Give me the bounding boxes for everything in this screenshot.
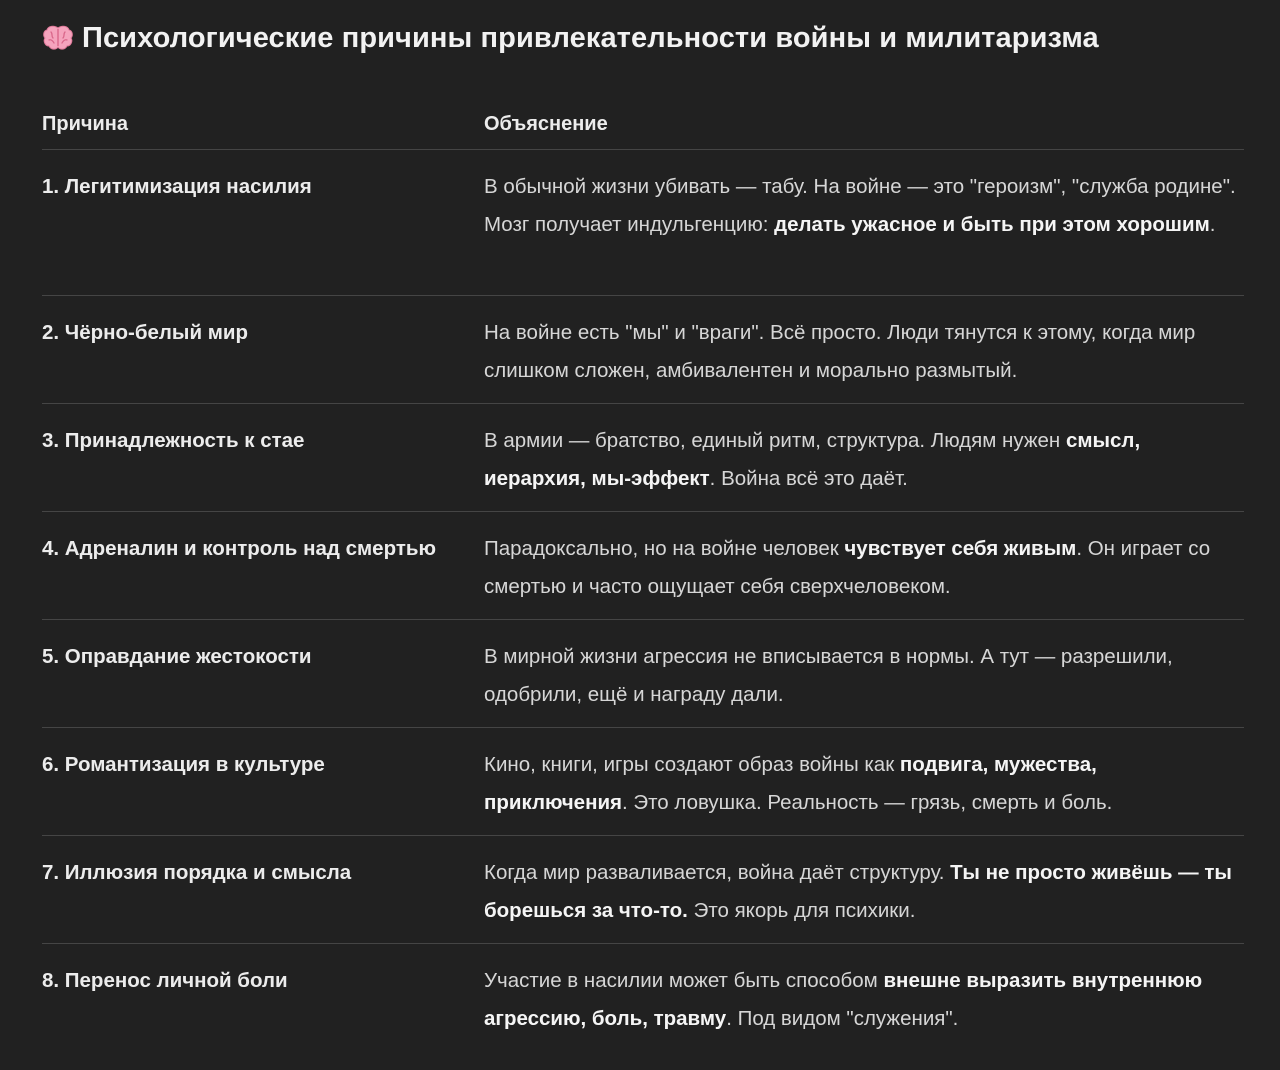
explanation-text: . Война всё это даёт. [709,466,908,490]
explanation-cell [484,746,1244,835]
brain-icon [42,24,74,52]
explanation-text: В обычной жизни убивать — табу. На войне — это "героизм", "служба родине". Мозг получает индульгенцию: [484,175,1236,236]
explanation-text: На войне есть "мы" и "враги". Всё просто. Люди тянутся к этому, когда мир слишком сложен, амбивалентен и морально размытый. [484,321,1196,382]
explanation-text: . Под видом "служения". [726,1006,959,1030]
reason-cell: 6. Романтизация в культуре [42,753,325,776]
title-text: Психологические причины привлекательности войны и милитаризма [82,21,1099,54]
explanation-emphasis: подвига, мужества, приключения [484,753,1097,814]
explanation-emphasis: чувствует себя живым [844,537,1077,560]
explanation-cell [484,854,1244,943]
table-row [42,404,1244,512]
reason-cell: 5. Оправдание жестокости [42,645,312,668]
reason-cell: 7. Иллюзия порядка и смысла [42,861,352,884]
explanation-text: В мирной жизни агрессия не вписывается в нормы. А тут — разрешили, одобрили, ещё и награду дали. [484,645,1173,706]
reason-cell: 3. Принадлежность к стае [42,429,305,452]
explanation-cell [484,422,1244,511]
table-row [42,620,1244,728]
explanation-text: . Это ловушка. Реальность — грязь, смерть и боль. [622,790,1113,814]
explanation-emphasis: внешне выразить внутреннюю агрессию, боль, травму [484,969,1203,1030]
explanation-cell [484,168,1244,295]
explanation-emphasis: делать ужасное и быть при этом хорошим [774,212,1210,236]
explanation-text: . Он играет со смертью и часто ощущает себя сверхчеловеком. [484,537,1211,598]
reason-cell: 4. Адреналин и контроль над смертью [42,537,436,560]
explanation-text: Участие в насилии может быть способом [484,969,884,992]
page-title [42,0,1244,76]
table-row [42,728,1244,836]
explanation-text: Когда мир разваливается, война даёт структуру. [484,861,951,884]
reason-cell: 8. Перенос личной боли [42,969,288,992]
header-explanation: Объяснение [484,113,608,135]
table-row [42,296,1244,404]
explanation-cell [484,962,1244,1052]
explanation-text: . [1209,212,1216,236]
explanation-cell [484,314,1244,403]
table-row [42,836,1244,944]
reasons-table [42,100,1244,1052]
explanation-text: В армии — братство, единый ритм, структура. Людям нужен [484,429,1066,452]
explanation-emphasis: смысл, иерархия, мы-эффект [484,429,1141,490]
table-header [42,100,1244,150]
explanation-cell [484,638,1244,727]
table-row [42,944,1244,1052]
explanation-text: Кино, книги, игры создают образ войны как [484,753,900,776]
explanation-emphasis: Ты не просто живёшь — ты борешься за что-то. [484,861,1232,922]
reason-cell: 1. Легитимизация насилия [42,175,312,198]
table-row [42,512,1244,620]
reason-cell: 2. Чёрно-белый мир [42,321,249,344]
explanation-cell [484,530,1244,619]
table-row [42,150,1244,296]
explanation-text: Это якорь для психики. [687,898,916,922]
table-body [42,150,1244,1052]
header-reason: Причина [42,113,128,135]
explanation-text: Парадоксально, но на войне человек [484,537,845,560]
